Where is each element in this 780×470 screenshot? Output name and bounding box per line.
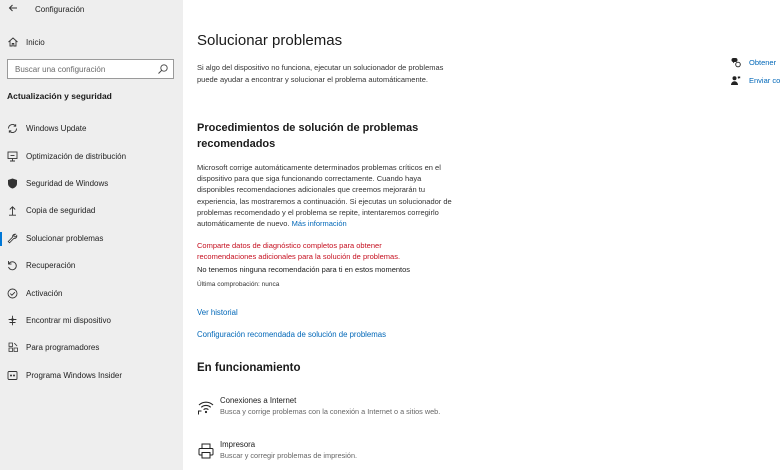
share-diagnostics-link[interactable]: Comparte datos de diagnóstico completos para obtener recomendaciones adicionales para la solución de problemas. [197,241,401,262]
upload-icon [6,204,19,217]
shield-icon [6,177,19,190]
view-history-link[interactable]: Ver historial [197,308,238,317]
sidebar-item-label: Copia de seguridad [26,206,96,215]
more-info-link[interactable]: Más información [291,219,347,229]
main-content [183,0,780,470]
recommended-config-link[interactable]: Configuración recomendada de solución de problemas [197,330,386,339]
get-help-link[interactable] [730,56,780,70]
sidebar-item-backup[interactable] [0,201,183,221]
running-heading: En funcionamiento [197,362,301,374]
sidebar-item-label: Optimización de distribución [26,152,127,161]
sidebar-item-delivery-optimization[interactable] [0,147,183,167]
sidebar-item-label: Inicio [26,38,45,47]
sidebar-item-windows-insider[interactable] [0,366,183,386]
troubleshooter-description: Buscar y corregir problemas de impresión. [220,451,358,460]
search-box [7,59,174,79]
troubleshooter-printer[interactable] [197,440,497,470]
no-recommendations-text: No tenemos ninguna recomendación para ti en estos momentos [197,265,411,274]
sidebar-item-find-device[interactable] [0,311,183,331]
sidebar-item-label: Activación [26,289,63,298]
sync-icon [6,122,19,135]
delivery-optimization-icon [6,150,19,163]
sidebar-item-label: Para programadores [26,343,100,352]
sidebar-item-activation[interactable] [0,284,183,304]
recommended-heading: Procedimientos de solución de problemas recomendados [197,122,419,150]
last-check-text: Última comprobación: nunca [197,281,280,288]
troubleshooter-description: Busca y corrige problemas con la conexión a Internet o a sitios web. [220,407,441,416]
sidebar [0,0,183,470]
troubleshooter-name: Impresora [220,440,256,449]
search-input[interactable] [8,60,153,78]
wifi-icon [197,398,215,416]
recommended-body-text: Microsoft corrige automáticamente determinados problemas críticos en el dispositivo para que siga funcionando correctamente. Cuando haya disponibles recomendaciones adicionales que creemos mejorarán tu experiencia, las mostraremos a continuación. Si ejecutas un solucionador de problemas recomendado y el problema se repite, intentaremos corregirlo automáticamente de nuevo. [197,163,452,229]
get-help-label: Obtener [749,58,777,67]
section-title: Actualización y seguridad [7,91,112,101]
troubleshooter-internet[interactable] [197,396,497,430]
recommended-body [197,162,459,229]
help-icon [730,57,741,68]
intro-text: Si algo del dispositivo no funciona, ejecutar un solucionador de problemas puede ayudar a encontrar y solucionar el problema automáticamente. [197,63,444,84]
send-feedback-link[interactable] [730,74,780,88]
find-device-icon [6,314,19,327]
check-circle-icon [6,287,19,300]
feedback-icon [730,75,741,86]
sidebar-item-label: Recuperación [26,261,76,270]
sidebar-item-label: Windows Update [26,124,87,133]
sidebar-item-label: Solucionar problemas [26,234,104,243]
sidebar-item-label: Programa Windows Insider [26,371,123,380]
search-icon[interactable] [157,63,169,75]
active-indicator [0,232,2,246]
home-icon [7,36,19,48]
sidebar-item-label: Seguridad de Windows [26,179,109,188]
sidebar-item-windows-update[interactable] [0,119,183,139]
page-title: Solucionar problemas [197,32,343,49]
troubleshooter-name: Conexiones a Internet [220,396,297,405]
developer-icon [6,341,19,354]
recovery-icon [6,259,19,272]
wrench-icon [6,232,19,245]
sidebar-item-developers[interactable] [0,338,183,358]
app-title: Configuración [35,5,85,14]
insider-icon [6,369,19,382]
title-bar [0,0,183,22]
sidebar-item-windows-security[interactable] [0,174,183,194]
sidebar-item-troubleshoot[interactable] [0,229,183,249]
back-arrow-icon [8,3,18,13]
send-feedback-label: Enviar co [749,76,780,85]
printer-icon [197,442,215,460]
sidebar-item-recovery[interactable] [0,256,183,276]
sidebar-item-label: Encontrar mi dispositivo [26,316,111,325]
back-button[interactable] [6,3,20,17]
sidebar-item-home[interactable] [0,34,183,52]
